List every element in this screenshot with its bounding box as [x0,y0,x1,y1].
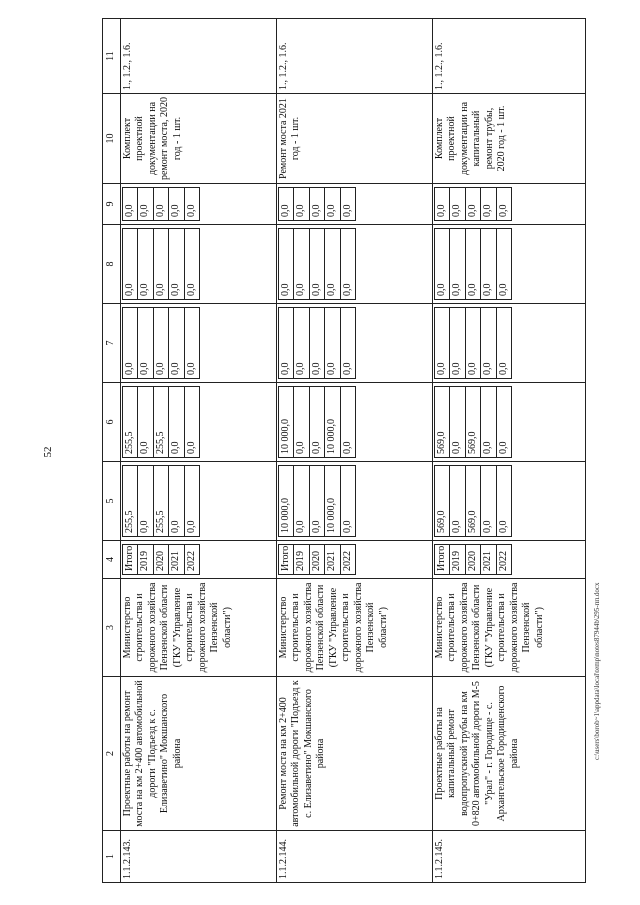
value-cell: 569,0 [434,387,450,458]
value-cell: 0,0 [340,308,356,379]
value-cell: 0,0 [294,308,310,379]
value-cell: 0,0 [340,387,356,458]
column-header-9: 9 [103,184,121,225]
value-cell: 0,0 [169,308,185,379]
value-cell: 0,0 [122,308,138,379]
year-cell: 2022 [184,545,200,575]
value-cell: 0,0 [434,308,450,379]
value-cell: 0,0 [481,308,497,379]
responsible-organization: Министерство строительства и дорожного хозяйства Пензенской области (ГКУ "Управление строительства и дорожного хозяйства Пензенской области") [276,579,432,677]
value-cell: 0,0 [184,188,200,221]
year-cell: 2021 [481,545,497,575]
funding-cell-c9 [432,184,585,225]
value-cell: 0,0 [496,188,512,221]
year-cell: Итого [122,545,138,575]
value-cell: 10 000,0 [278,387,294,458]
value-cell: 0,0 [481,466,497,537]
column-header-11: 11 [103,19,121,94]
value-cell: 0,0 [184,308,200,379]
value-cell: 0,0 [294,466,310,537]
expected-result: Комплект проектной документации на ремонт моста, 2020 год - 1 шт. [120,94,276,184]
year-cell: 2022 [340,545,356,575]
target-indicators: 1., 1.2., 1.6. [276,19,432,94]
value-cell: 0,0 [450,308,466,379]
column-header-8: 8 [103,225,121,304]
year-cell: 2019 [294,545,310,575]
c7-values [122,307,201,379]
year-cell: 2019 [138,545,154,575]
value-cell: 0,0 [169,466,185,537]
value-cell: 0,0 [340,229,356,300]
value-cell: 0,0 [294,229,310,300]
responsible-organization: Министерство строительства и дорожного хозяйства Пензенской области (ГКУ "Управление строительства и дорожного хозяйства Пензенской области") [120,579,276,677]
program-activities-table [102,18,586,883]
value-cell: 10 000,0 [325,466,341,537]
year-cell: Итого [434,545,450,575]
c9-values [434,187,513,221]
year-cell: 2019 [450,545,466,575]
value-cell: 0,0 [153,229,169,300]
c9-values [278,187,357,221]
value-cell: 569,0 [465,387,481,458]
value-cell: 0,0 [122,229,138,300]
funding-cell-c9 [120,184,276,225]
years-values [278,544,357,575]
value-cell: 10 000,0 [278,466,294,537]
value-cell: 10 000,0 [325,387,341,458]
c9-values [122,187,201,221]
c6-values [122,386,201,458]
column-header-10: 10 [103,94,121,184]
value-cell: 0,0 [122,188,138,221]
column-header-4: 4 [103,541,121,579]
value-cell: 569,0 [434,466,450,537]
year-cell: 2020 [309,545,325,575]
value-cell: 0,0 [481,387,497,458]
year-cell: 2021 [169,545,185,575]
value-cell: 0,0 [294,188,310,221]
activity-number: 1.1.2.145. [432,831,585,883]
value-cell: 0,0 [481,229,497,300]
value-cell: 0,0 [294,387,310,458]
table-row [432,19,585,883]
value-cell: 0,0 [340,188,356,221]
funding-cell-c7 [276,304,432,383]
funding-cell-c8 [120,225,276,304]
footer-file-path-text: c:\users\borob~1\appdata\local\temp\notes87944b\295-пп.docx [593,582,601,760]
value-cell: 0,0 [496,387,512,458]
years-cell [276,541,432,579]
value-cell: 0,0 [450,387,466,458]
value-cell: 0,0 [169,387,185,458]
value-cell: 0,0 [309,188,325,221]
c8-values [434,228,513,300]
value-cell: 0,0 [434,188,450,221]
activity-number: 1.1.2.143. [120,831,276,883]
year-cell: Итого [278,545,294,575]
c5-values [278,465,357,537]
value-cell: 0,0 [325,308,341,379]
value-cell: 0,0 [496,229,512,300]
year-cell: 2020 [465,545,481,575]
years-values [434,544,513,575]
funding-cell-c5 [120,462,276,541]
funding-cell-c6 [432,383,585,462]
funding-cell-c9 [276,184,432,225]
value-cell: 0,0 [309,229,325,300]
value-cell: 0,0 [450,188,466,221]
value-cell: 0,0 [465,188,481,221]
value-cell: 569,0 [465,466,481,537]
table-body [120,19,585,883]
value-cell: 0,0 [496,466,512,537]
column-header-5: 5 [103,462,121,541]
value-cell: 255,5 [122,466,138,537]
column-header-6: 6 [103,383,121,462]
value-cell: 0,0 [138,466,154,537]
expected-result: Ремонт моста 2021 год - 1 шт. [276,94,432,184]
page-number: 52 [42,446,54,458]
value-cell: 0,0 [169,188,185,221]
funding-cell-c5 [432,462,585,541]
year-cell: 2022 [496,545,512,575]
table-container [102,19,581,883]
value-cell: 0,0 [184,229,200,300]
value-cell: 0,0 [138,229,154,300]
table-row [276,19,432,883]
years-cell [120,541,276,579]
column-number-row [103,19,121,883]
column-header-7: 7 [103,304,121,383]
value-cell: 0,0 [309,387,325,458]
funding-cell-c5 [276,462,432,541]
activity-name: Проектные работы на ремонт моста на км 2+400 автомобильной дороги "Подъезд к с. Елизаветино" Мокшанского района [120,677,276,831]
column-header-1: 1 [103,831,121,883]
value-cell: 0,0 [278,188,294,221]
funding-cell-c6 [120,383,276,462]
years-values [122,544,201,575]
c6-values [278,386,357,458]
expected-result: Комплект проектной документации на капитальный ремонт трубы, 2020 год - 1 шт. [432,94,585,184]
table-row [120,19,276,883]
target-indicators: 1., 1.2., 1.6. [432,19,585,94]
value-cell: 0,0 [325,229,341,300]
value-cell: 0,0 [184,466,200,537]
activity-name: Ремонт моста на км 2+400 автомобильной дороги "Подъезд к с. Елизаветино" Мокшанского района [276,677,432,831]
value-cell: 0,0 [434,229,450,300]
value-cell: 0,0 [496,308,512,379]
activity-number: 1.1.2.144. [276,831,432,883]
c5-values [434,465,513,537]
responsible-organization: Министерство строительства и дорожного хозяйства Пензенской области (ГКУ "Управление строительства и дорожного хозяйства Пензенской области") [432,579,585,677]
value-cell: 255,5 [122,387,138,458]
value-cell: 0,0 [138,308,154,379]
column-header-3: 3 [103,579,121,677]
value-cell: 0,0 [465,229,481,300]
value-cell: 0,0 [450,466,466,537]
funding-cell-c8 [276,225,432,304]
value-cell: 255,5 [153,466,169,537]
funding-cell-c6 [276,383,432,462]
years-cell [432,541,585,579]
funding-cell-c8 [432,225,585,304]
c8-values [122,228,201,300]
value-cell: 255,5 [153,387,169,458]
c7-values [278,307,357,379]
c8-values [278,228,357,300]
value-cell: 0,0 [465,308,481,379]
value-cell: 0,0 [481,188,497,221]
target-indicators: 1., 1.2., 1.6. [120,19,276,94]
value-cell: 0,0 [184,387,200,458]
c5-values [122,465,201,537]
funding-cell-c7 [432,304,585,383]
value-cell: 0,0 [309,308,325,379]
value-cell: 0,0 [138,188,154,221]
value-cell: 0,0 [278,308,294,379]
value-cell: 0,0 [153,308,169,379]
column-header-2: 2 [103,677,121,831]
year-cell: 2021 [325,545,341,575]
value-cell: 0,0 [450,229,466,300]
value-cell: 0,0 [169,229,185,300]
funding-cell-c7 [120,304,276,383]
value-cell: 0,0 [309,466,325,537]
c7-values [434,307,513,379]
value-cell: 0,0 [138,387,154,458]
activity-name: Проектные работы на капитальный ремонт водопропускной трубы на км 0+820 автомобильной дороги М-5 "Урал" - г. Городище - с. Архангельское Городищенского района [432,677,585,831]
value-cell: 0,0 [340,466,356,537]
value-cell: 0,0 [278,229,294,300]
value-cell: 0,0 [153,188,169,221]
c6-values [434,386,513,458]
year-cell: 2020 [153,545,169,575]
value-cell: 0,0 [325,188,341,221]
